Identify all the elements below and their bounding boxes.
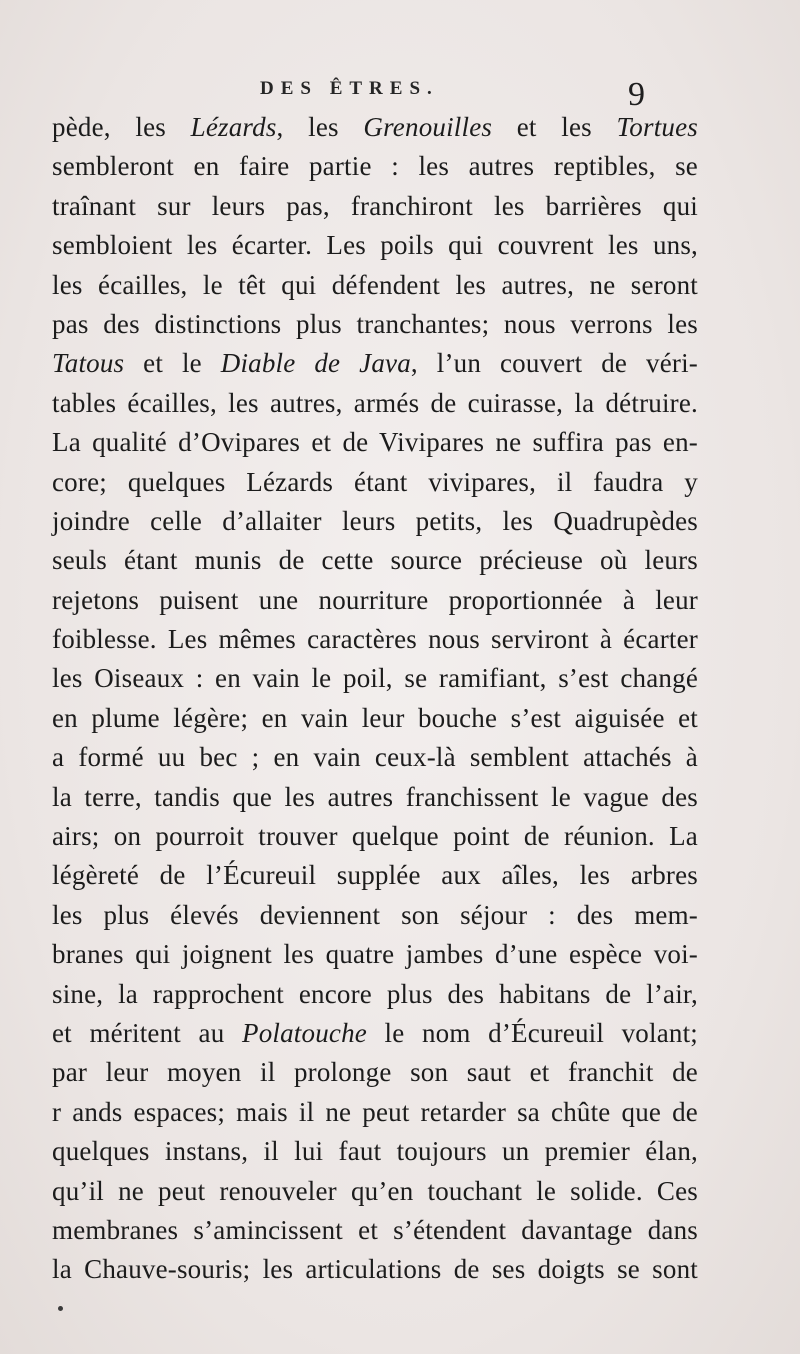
text-line <box>52 1132 698 1171</box>
text-run: pède, les <box>52 112 191 142</box>
text-line <box>52 896 698 935</box>
text-run: rejetons puisent une nourriture proportionnée à leur <box>52 584 698 615</box>
text-line <box>52 226 698 265</box>
text-run: et les <box>492 112 617 142</box>
text-run: La qualité d’Ovipares et de Vivipares ne suffira pas en- <box>52 427 698 458</box>
text-line <box>52 147 698 186</box>
text-line <box>52 1211 698 1250</box>
italic-term: Diable de Java <box>220 348 411 379</box>
text-line <box>52 305 698 344</box>
text-line <box>52 1093 698 1132</box>
text-line <box>52 423 698 462</box>
text-line <box>52 463 698 502</box>
text-run: quelques instans, il lui faut toujours un premier élan, <box>52 1136 698 1167</box>
text-run: seuls étant munis de cette source précieuse où leurs <box>52 545 698 576</box>
text-line <box>52 699 698 738</box>
text-run: sembloient les écarter. Les poils qui couvrent les uns, <box>52 230 698 261</box>
italic-term: Polatouche <box>242 1017 367 1048</box>
text-run: airs; on pourroit trouver quelque point de réunion. La <box>52 821 698 852</box>
text-line <box>52 1053 698 1092</box>
text-line <box>52 541 698 580</box>
italic-term: Tatous <box>52 348 125 379</box>
text-run: , l’un couvert de véri- <box>410 348 698 379</box>
text-line <box>52 1250 698 1289</box>
text-line <box>52 856 698 895</box>
text-run: sembleront en faire partie : les autres reptibles, se <box>52 151 698 182</box>
text-line <box>52 659 698 698</box>
text-run: les plus élevés deviennent son séjour : des mem- <box>52 899 698 930</box>
page-number: 9 <box>628 76 645 113</box>
text-line <box>52 187 698 226</box>
text-line <box>52 738 698 777</box>
text-run: les écailles, le têt qui défendent les autres, ne seront <box>52 269 698 300</box>
text-line <box>52 778 698 817</box>
text-run: r ands espaces; mais il ne peut retarder sa chûte que de <box>52 1096 698 1127</box>
text-run: pas des distinctions plus tranchantes; nous verrons les <box>52 308 698 339</box>
body-text <box>52 108 698 1290</box>
italic-term: Tortues <box>616 112 698 142</box>
text-run: branes qui joignent les quatre jambes d’une espèce voi- <box>52 939 698 970</box>
text-run: foiblesse. Les mêmes caractères nous serviront à écarter <box>52 624 698 655</box>
text-line <box>52 935 698 974</box>
text-run: le nom d’Écureuil volant; <box>366 1017 699 1048</box>
text-run: la terre, tandis que les autres franchissent le vague des <box>52 781 698 812</box>
text-run: les Oiseaux : en vain le poil, se ramifiant, s’est changé <box>52 663 698 694</box>
text-line <box>52 384 698 423</box>
text-run: légèreté de l’Écureuil supplée aux aîles, les arbres <box>52 860 698 891</box>
text-line <box>52 620 698 659</box>
text-line <box>52 108 698 147</box>
text-run: a formé uu bec ; en vain ceux-là semblent attachés à <box>52 742 698 773</box>
text-line <box>52 266 698 305</box>
text-run: et méritent au <box>52 1017 242 1048</box>
text-run: par leur moyen il prolonge son saut et franchit de <box>52 1057 698 1088</box>
text-line <box>52 817 698 856</box>
text-run: traînant sur leurs pas, franchiront les barrières qui <box>52 190 698 221</box>
running-title: DES ÊTRES. <box>260 78 439 99</box>
text-run: sine, la rapprochent encore plus des habitans de l’air, <box>52 978 698 1009</box>
text-run: core; quelques Lézards étant vivipares, il faudra y <box>52 466 698 497</box>
text-run: joindre celle d’allaiter leurs petits, les Quadrupèdes <box>52 505 698 536</box>
text-run: tables écailles, les autres, armés de cuirasse, la détruire. <box>52 387 698 418</box>
text-line <box>52 1172 698 1211</box>
text-run: la Chauve-souris; les articulations de ses doigts se sont <box>52 1254 698 1285</box>
text-line <box>52 581 698 620</box>
italic-term: Grenouilles <box>363 112 493 142</box>
text-run: et le <box>124 348 221 379</box>
text-line <box>52 344 698 383</box>
ink-speck <box>58 1306 63 1311</box>
text-line <box>52 502 698 541</box>
text-run: membranes s’amincissent et s’étendent davantage dans <box>52 1214 698 1245</box>
text-line <box>52 1014 698 1053</box>
text-run: en plume légère; en vain leur bouche s’est aiguisée et <box>52 702 698 733</box>
text-run: , les <box>276 112 364 142</box>
text-line <box>52 975 698 1014</box>
text-run: qu’il ne peut renouveler qu’en touchant le solide. Ces <box>52 1175 698 1206</box>
italic-term: Lézards <box>190 112 277 142</box>
